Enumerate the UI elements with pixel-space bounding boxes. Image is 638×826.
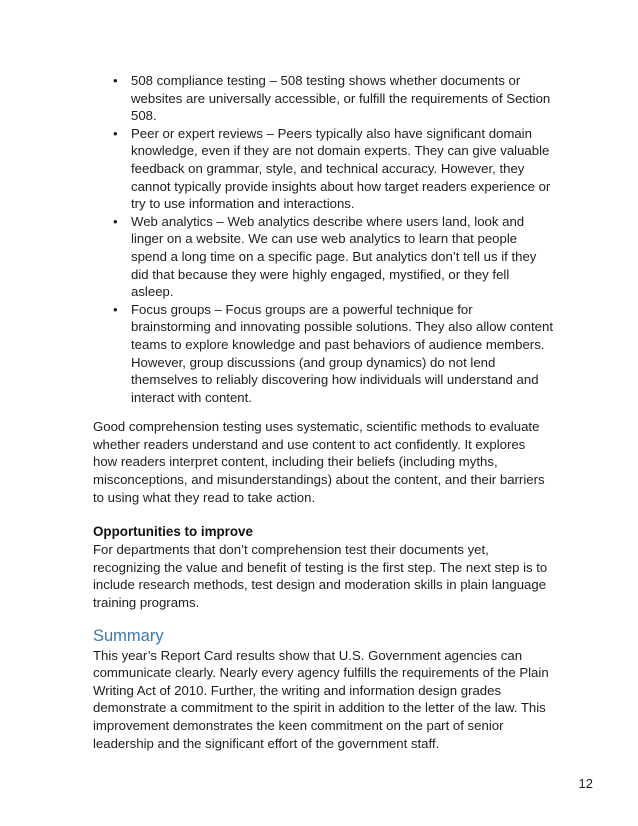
comprehension-testing-paragraph: Good comprehension testing uses systematic, scientific methods to evaluate whether readers understand and use content to act confidently. It explores how readers interpret content, including their beliefs (including myths, misconceptions, and misunderstandings) about the content, and their barriers to using what they read to take action.: [93, 419, 545, 505]
list-item: [93, 125, 553, 213]
testing-methods-list: [93, 72, 553, 406]
opportunities-paragraph: For departments that don’t comprehension test their documents yet, recognizing the value and benefit of testing is the first step. The next step is to include research methods, test design and moderation skills in plain language training programs.: [93, 542, 548, 611]
bullet-marker: •: [113, 213, 118, 229]
bullet-marker: •: [113, 125, 118, 141]
list-item-text: Focus groups – Focus groups are a powerful technique for brainstorming and innovating possible solutions. They also allow content teams to explore knowledge and past behaviors of audience members. However, group discussions (and group dynamics) do not lend themselves to reliably discovering how individuals will understand and interact with content.: [131, 301, 554, 405]
summary-paragraph: This year’s Report Card results show that U.S. Government agencies can communicate clearly. Nearly every agency fulfills the requirements of the Plain Writing Act of 2010. Further, the writing and information design grades demonstrate a commitment to the spirit in addition to the letter of the law. This improvement demonstrates the keen commitment on the part of senior leadership and the significant effort of the government staff.: [93, 647, 549, 751]
bullet-marker: •: [113, 73, 118, 88]
list-item-text: 508 compliance testing – 508 testing shows whether documents or websites are universally accessible, or fulfill the requirements of Section 508.: [131, 73, 551, 124]
bullet-marker: •: [113, 301, 118, 317]
list-item-text: Web analytics – Web analytics describe where users land, look and linger on a website. We can use web analytics to learn that people spend a long time on a specific page. But analytics don’t tell us if they did that because they were highly engaged, mystified, or they fell asleep.: [131, 213, 537, 300]
page-number: 12: [578, 776, 593, 791]
list-item: [93, 213, 553, 301]
summary-heading: Summary: [93, 626, 164, 645]
list-item-text: Peer or expert reviews – Peers typically also have significant domain knowledge, even if they are not domain experts. They can give valuable feedback on grammar, style, and technical accuracy. However, they cannot typically provide insights about how target readers experience or try to use information and interactions.: [131, 125, 551, 212]
list-item: [93, 301, 553, 407]
document-page: [93, 72, 553, 752]
list-item: [93, 72, 553, 125]
opportunities-heading: Opportunities to improve: [93, 524, 253, 540]
